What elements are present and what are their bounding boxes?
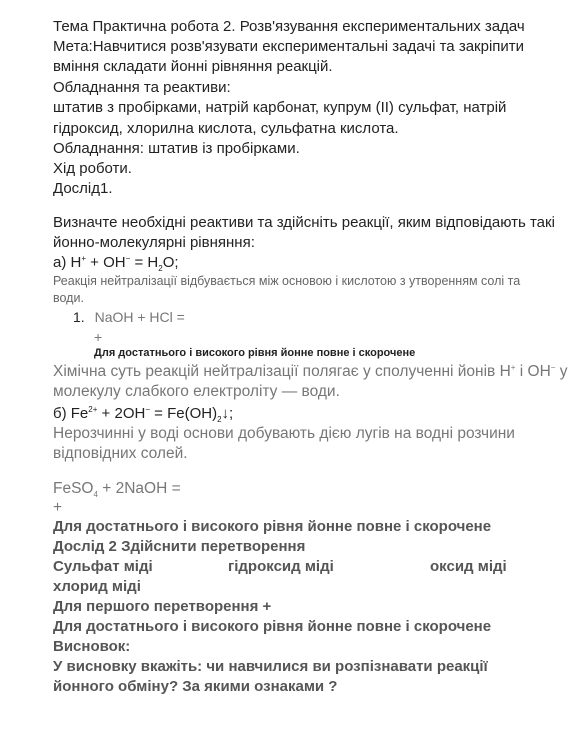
equipment-title: Обладнання та реактиви: — [53, 79, 231, 96]
conclusion-heading: Висновок: — [53, 638, 131, 655]
level-note-2: Для достатнього і високого рівня йонне повне і скорочене — [53, 618, 492, 635]
conclusion-question-1: У висновку вкажіть: чи навчилися ви розпізнавати реакції — [53, 658, 488, 675]
equation-a: а) $H^+ + OH^- = H_2O$; — [53, 254, 179, 273]
neutralization-line-1: Реакція нейтралізації відбувається між основою і кислотою з утворенням солі та — [53, 274, 521, 288]
level-note-small: Для достатнього і високого рівня йонне повне і скорочене — [94, 347, 416, 359]
chain-item-copper-oxide: оксид міді — [430, 558, 507, 575]
plus-sign-1: + — [94, 329, 103, 345]
conclusion-question-2: йонного обміну? За якими ознаками ? — [53, 678, 338, 695]
reagents-line-1: штатив з пробірками, натрій карбонат, купрум (ІІ) сульфат, натрій — [53, 99, 507, 116]
neutralization-line-2: води. — [53, 291, 84, 305]
list-number: 1. — [73, 309, 85, 325]
task-line-1: Визначте необхідні реактиви та здійсніть реакції, яким відповідають такі — [53, 214, 555, 231]
reagents-line-2: гідроксид, хлорилна кислота, сульфатна кислота. — [53, 120, 399, 137]
essence-line-1: Хімічна суть реакцій нейтралізації полягає у сполученні йонів H+ і OH− у — [53, 362, 568, 380]
topic-line: Тема Практична робота 2. Розв'язування експериментальних задач — [53, 18, 525, 35]
chain-item-copper-sulfate: Сульфат міді — [53, 558, 153, 575]
feso4-equation: FeSO$_4$ + 2NaOH = — [53, 480, 181, 500]
chain-item-copper-hydroxide: гідроксид міді — [228, 558, 334, 575]
task-line-2: йонно-молекулярні рівняння: — [53, 234, 255, 251]
first-transformation-note: Для першого перетворення + — [53, 598, 272, 615]
level-note-1: Для достатнього і високого рівня йонне повне і скорочене — [53, 518, 492, 535]
essence-line-2: молекулу слабкого електроліту — води. — [53, 383, 340, 400]
goal-line-1: Мета:Навчитися розв'язувати експериментальні задачі та закріпити — [53, 38, 525, 55]
insoluble-line-1: Нерозчинні у воді основи добувають дією лугів на водні розчини — [53, 425, 515, 442]
equation-b: б) $Fe^{2+} + 2OH^-$ = $Fe(OH)_2↓$; — [53, 405, 234, 424]
experiment-2-heading: Дослід 2 Здійснити перетворення — [53, 538, 306, 555]
goal-line-2: вміння складати йонні рівняння реакцій. — [53, 58, 333, 75]
insoluble-line-2: відповідних солей. — [53, 445, 188, 462]
naoh-hcl-equation: NaOH + HCl = — [94, 309, 185, 325]
plus-sign-2: + — [53, 499, 63, 516]
progress-heading: Хід роботи. — [53, 160, 132, 177]
equipment-line: Обладнання: штатив із пробірками. — [53, 140, 300, 157]
list-item-1 — [73, 308, 185, 326]
experiment-1-heading: Дослід1. — [53, 180, 113, 197]
chain-item-copper-chloride: хлорид міді — [53, 578, 141, 595]
